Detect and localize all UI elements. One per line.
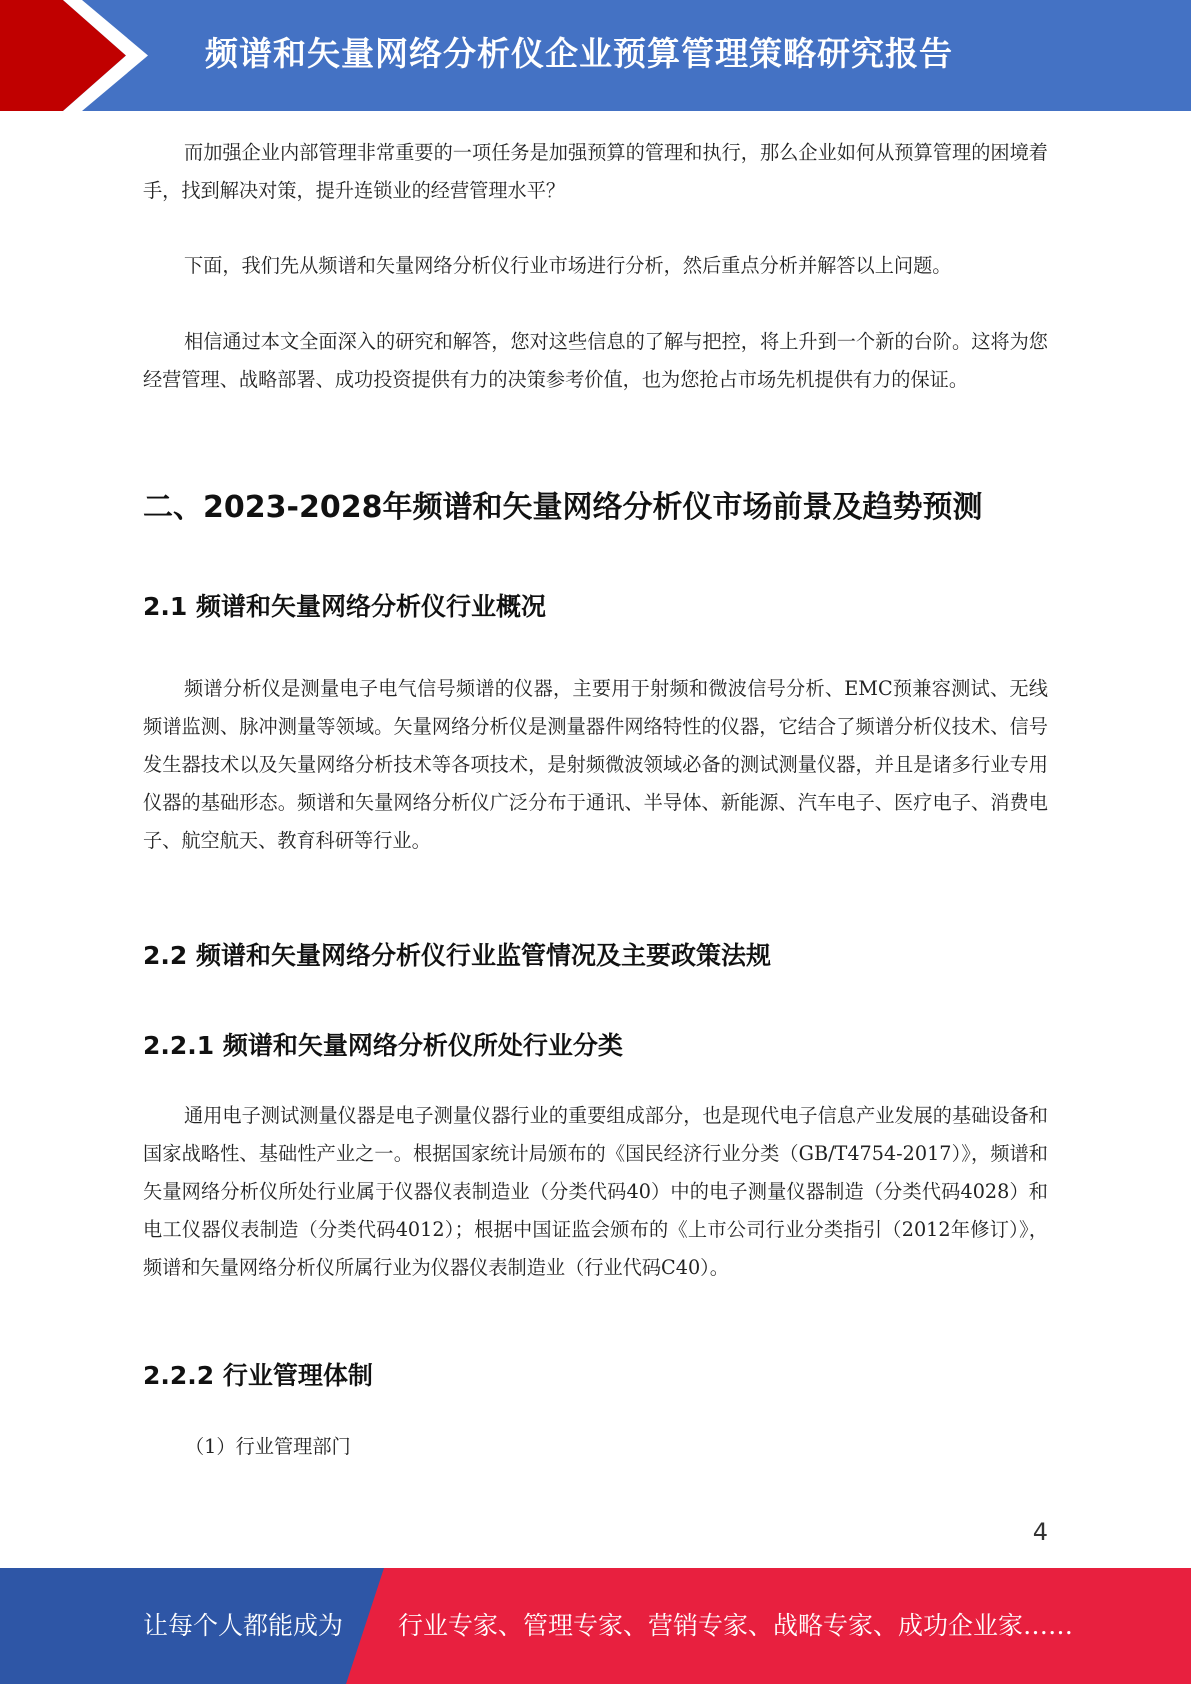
- section-2-2-2-heading: 2.2.2 行业管理体制: [143, 1361, 373, 1390]
- header-banner: [0, 0, 1191, 111]
- footer-slogan-right: 行业专家、管理专家、营销专家、战略专家、成功企业家……: [398, 1611, 1074, 1640]
- paragraph-intro-2: 下面，我们先从频谱和矢量网络分析仪行业市场进行分析，然后重点分析并解答以上问题。: [184, 254, 952, 277]
- paragraph-intro-3: 相信通过本文全面深入的研究和解答，您对这些信息的了解与把控，将上升到一个新的台阶。这将为您经营管理、战略部署、成功投资提供有力的决策参考价值，也为您抢占市场先机提供有力的保证。: [143, 330, 1048, 391]
- document-title: 频谱和矢量网络分析仪企业预算管理策略研究报告: [205, 34, 953, 73]
- section-2-heading: 二、2023-2028年频谱和矢量网络分析仪市场前景及趋势预测: [143, 490, 983, 525]
- list-item: （1）行业管理部门: [185, 1435, 351, 1458]
- paragraph-intro-1: 而加强企业内部管理非常重要的一项任务是加强预算的管理和执行，那么企业如何从预算管理的困境着手，找到解决对策，提升连锁业的经营管理水平？: [143, 141, 1048, 202]
- page-number: 4: [1032, 1518, 1048, 1546]
- section-2-2-1-paragraph: 通用电子测试测量仪器是电子测量仪器行业的重要组成部分，也是现代电子信息产业发展的基础设备和国家战略性、基础性产业之一。根据国家统计局颁布的《国民经济行业分类（GB/T4754-2017）》，频谱和矢量网络分析仪所处行业属于仪器仪表制造业（分类代码40）中的电子测量仪器制造（分类代码4028）和电工仪器仪表制造（分类代码4012）；根据中国证监会颁布的《上市公司行业分类指引（2012年修订）》，频谱和矢量网络分析仪所属行业为仪器仪表制造业（行业代码C40）。: [143, 1104, 1048, 1279]
- section-2-1-heading: 2.1 频谱和矢量网络分析仪行业概况: [143, 592, 546, 621]
- section-2-2-1-heading: 2.2.1 频谱和矢量网络分析仪所处行业分类: [143, 1031, 623, 1060]
- section-2-1-paragraph: 频谱分析仪是测量电子电气信号频谱的仪器，主要用于射频和微波信号分析、EMC预兼容测试、无线频谱监测、脉冲测量等领域。矢量网络分析仪是测量器件网络特性的仪器，它结合了频谱分析仪技术、信号发生器技术以及矢量网络分析技术等各项技术，是射频微波领域必备的测试测量仪器，并且是诸多行业专用仪器的基础形态。频谱和矢量网络分析仪广泛分布于通讯、半导体、新能源、汽车电子、医疗电子、消费电子、航空航天、教育科研等行业。: [143, 677, 1048, 852]
- footer-slogan-left: 让每个人都能成为: [143, 1611, 344, 1640]
- footer-banner: [0, 1568, 1191, 1684]
- section-2-2-heading: 2.2 频谱和矢量网络分析仪行业监管情况及主要政策法规: [143, 941, 771, 970]
